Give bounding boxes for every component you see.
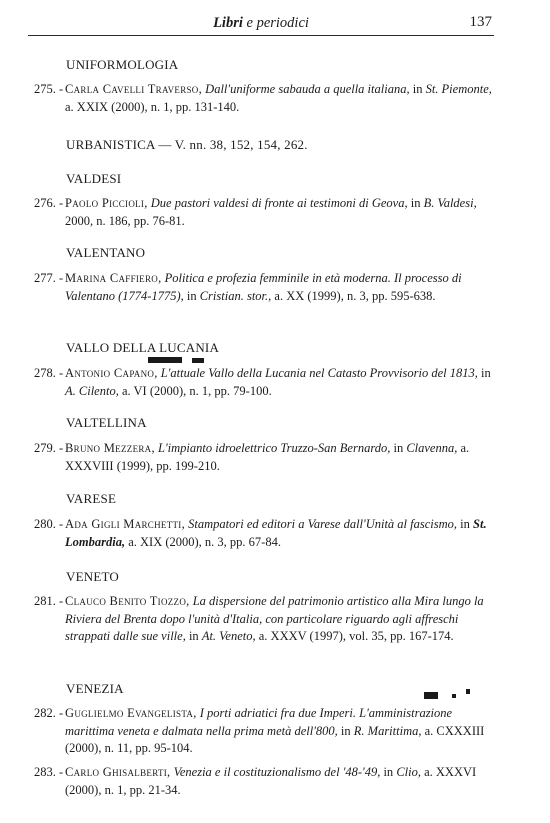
entry-in: in: [477, 366, 491, 380]
entry-journal: Clavenna,: [406, 441, 458, 455]
ink-blot: [452, 694, 456, 698]
entry-text: [34, 764, 494, 799]
entry-in: in: [409, 82, 426, 96]
entry-in: in: [185, 629, 202, 643]
bibliography-entry-282: [34, 705, 494, 758]
bibliography-entry-280: [34, 516, 494, 551]
bibliography-entry-275: [34, 81, 494, 116]
entry-in: in: [407, 196, 424, 210]
entry-in: in: [337, 723, 354, 738]
entry-author: Antonio Capano,: [65, 366, 158, 380]
entry-number: 276. -: [34, 196, 64, 210]
page-number: 137: [469, 14, 492, 30]
bibliography-entry-279: [34, 440, 494, 475]
entry-title: L'attuale Vallo della Lucania nel Catasto Provvisorio del 1813,: [160, 366, 478, 380]
entry-citation: a. CXXXIII (2000), n. 11, pp. 95-104.: [65, 723, 485, 755]
entry-number: 281. -: [34, 594, 64, 608]
entry-text: [34, 516, 494, 551]
entry-number: 282. -: [34, 706, 64, 720]
entry-author: Paolo Piccioli,: [65, 196, 148, 210]
entry-title: Due pastori valdesi di fronte ai testimoni di Geova,: [150, 196, 408, 210]
entry-number: 279. -: [34, 441, 64, 455]
entry-number: 277. -: [34, 271, 64, 285]
entry-citation: a. XXIX (2000), n. 1, pp. 131-140.: [65, 99, 240, 114]
entry-text: [34, 440, 494, 475]
running-head-word-2: e: [246, 15, 253, 31]
ink-blot: [424, 692, 438, 699]
section-heading-urbanistica: URBANISTICA — V. nn. 38, 152, 154, 262.: [66, 137, 308, 152]
entry-text: [34, 593, 494, 646]
entry-in: in: [380, 765, 397, 779]
entry-number: 280. -: [34, 517, 64, 531]
entry-title: Dall'uniforme sabauda a quella italiana,: [205, 82, 410, 96]
entry-author: Marina Caffiero,: [65, 271, 162, 285]
entry-author: Carla Cavelli Traverso,: [65, 82, 203, 96]
entry-text: [34, 195, 494, 230]
section-heading-uniformologia: UNIFORMOLOGIA: [66, 57, 179, 72]
entry-text: [34, 81, 494, 116]
bibliography-entry-278: [34, 365, 494, 400]
entry-text: [34, 365, 494, 400]
entry-title: Venezia e il costituzionalismo del '48-'49,: [173, 765, 381, 779]
entry-citation: a. XXXVI (2000), n. 1, pp. 21-34.: [65, 765, 477, 797]
entry-number: 278. -: [34, 366, 64, 380]
entry-number: 283. -: [34, 765, 64, 779]
entry-journal: A. Cilento,: [65, 383, 119, 398]
section-heading-veneto: VENETO: [66, 569, 119, 584]
entry-journal: R. Marittima,: [353, 723, 422, 738]
entry-citation: 2000, n. 186, pp. 76-81.: [65, 213, 185, 228]
entry-journal: Clio,: [396, 765, 421, 779]
section-heading-valdesi: VALDESI: [66, 171, 122, 186]
ink-blot: [466, 689, 470, 694]
entry-title: Politica e profezia femminile in età moderna. Il processo di Valentano (1774-1775),: [65, 271, 462, 303]
section-heading-valtellina: VALTELLINA: [66, 415, 147, 430]
section-heading-varese: VARESE: [66, 491, 117, 506]
entry-journal: At. Veneto,: [201, 629, 256, 643]
bibliography-entry-277: [34, 270, 494, 305]
ink-blot: [148, 357, 182, 363]
entry-journal: St. Piemonte,: [425, 82, 492, 96]
entry-journal: B. Valdesi,: [423, 196, 477, 210]
entry-number: 275. -: [34, 82, 64, 96]
entry-title: I porti adriatici fra due Imperi. L'amministrazione marittima veneta e dalmata nella prima metà dell'800,: [65, 706, 453, 738]
entry-title: La dispersione del patrimonio artistico alla Mira lungo la Riviera del Brenta dopo l'unità d'Italia, con particolare riguardo agli affreschi strappati dalle sue ville,: [65, 594, 484, 643]
running-head-word-1: Libri: [213, 15, 243, 31]
section-heading-vallo-della-lucania: VALLO DELLA LUCANIA: [66, 340, 220, 355]
entry-citation: a. XXXV (1997), vol. 35, pp. 167-174.: [255, 629, 454, 643]
entry-in: in: [183, 288, 200, 303]
running-head: [28, 13, 494, 36]
entry-in: in: [390, 441, 407, 455]
entry-citation: a. XX (1999), n. 3, pp. 595-638.: [271, 288, 436, 303]
ink-blot: [192, 358, 204, 363]
entry-journal: Cristian. stor.,: [199, 288, 272, 303]
entry-author: Ada Gigli Marchetti,: [65, 517, 186, 531]
running-head-word-3: periodici: [256, 15, 309, 31]
entry-citation: a. VI (2000), n. 1, pp. 79-100.: [118, 383, 272, 398]
entry-author: Bruno Mezzera,: [65, 441, 155, 455]
running-head-title: [28, 15, 494, 32]
bibliography-entry-283: [34, 764, 494, 799]
entry-author: Guglielmo Evangelista,: [65, 706, 197, 720]
entry-text: [34, 705, 494, 758]
bibliography-entry-276: [34, 195, 494, 230]
entry-title: L'impianto idroelettrico Truzzo-San Bernardo,: [158, 441, 391, 455]
entry-author: Carlo Ghisalberti,: [65, 765, 171, 779]
entry-title: Stampatori ed editori a Varese dall'Unità al fascismo,: [188, 517, 458, 531]
section-heading-valentano: VALENTANO: [66, 245, 146, 260]
entry-author: Clauco Benito Tiozzo,: [65, 594, 190, 608]
entry-citation: a. XXXVIII (1999), pp. 199-210.: [65, 441, 470, 473]
bibliography-entry-281: [34, 593, 494, 646]
entry-citation: a. XIX (2000), n. 3, pp. 67-84.: [125, 534, 281, 549]
entry-in: in: [457, 517, 474, 531]
entry-journal: St. Lombardia,: [65, 517, 487, 549]
section-heading-venezia: VENEZIA: [66, 681, 124, 696]
entry-text: [34, 270, 494, 305]
